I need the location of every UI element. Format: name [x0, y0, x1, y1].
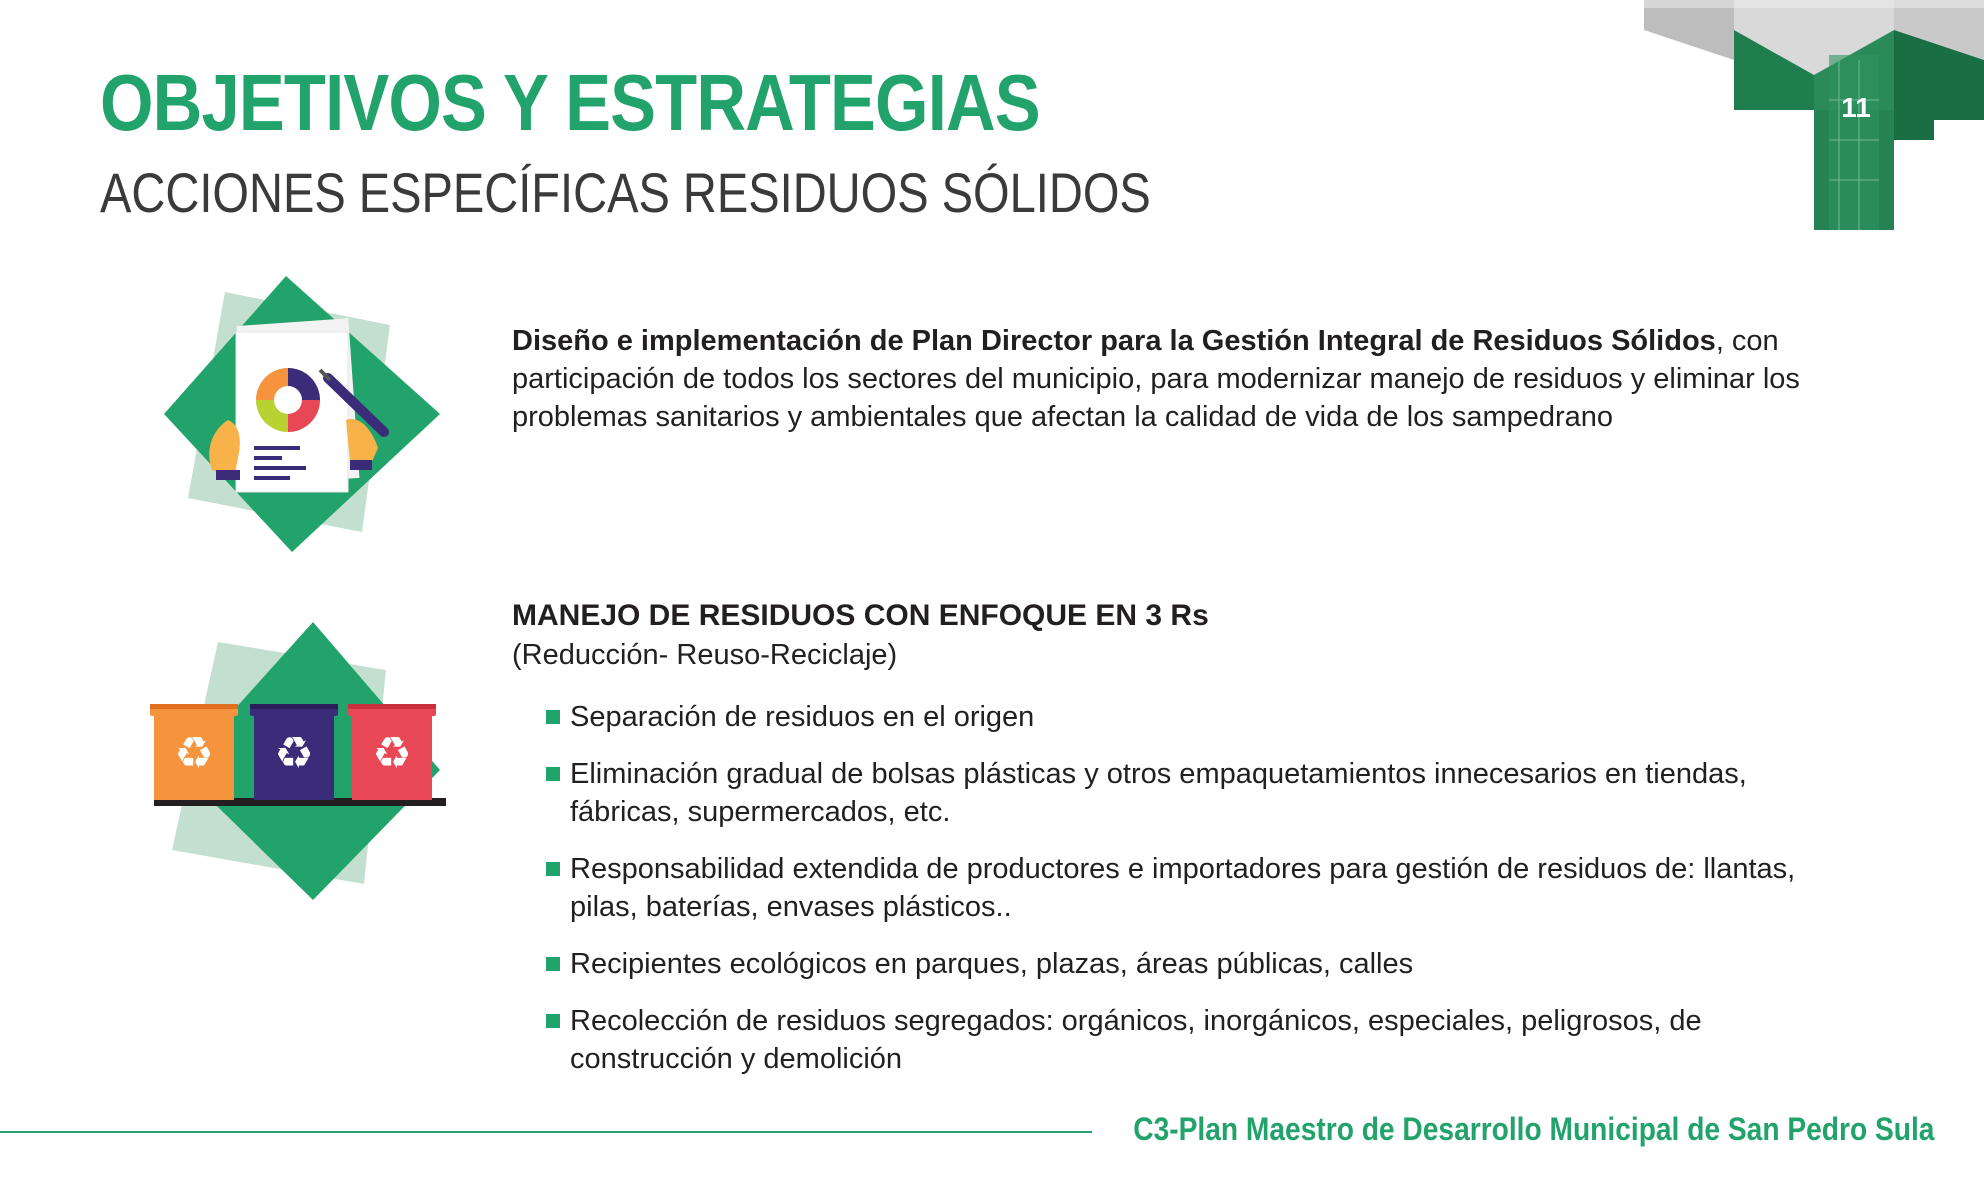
svg-text:♻: ♻ — [274, 728, 314, 779]
bullet-square-icon — [546, 767, 560, 781]
page-title: OBJETIVOS Y ESTRATEGIAS — [100, 58, 1040, 147]
bullet-square-icon — [546, 862, 560, 876]
recycling-bins-icon — [148, 620, 448, 910]
bullet-text: Recolección de residuos segregados: orgánicos, inorgánicos, especiales, peligrosos, de construcción y demolición — [570, 1005, 1702, 1075]
list-item — [546, 698, 1846, 736]
section1-bold-text: Diseño e implementación de Plan Director para la Gestión Integral de Residuos Sólidos — [512, 325, 1716, 357]
corner-decoration — [1644, 0, 1984, 240]
footer-text: C3-Plan Maestro de Desarrollo Municipal de San Pedro Sula — [1132, 1111, 1934, 1147]
bullet-list — [546, 698, 1846, 1097]
bullet-square-icon — [546, 957, 560, 971]
bullet-text: Separación de residuos en el origen — [570, 701, 1035, 733]
footer-divider — [0, 1131, 1092, 1133]
section1-text — [512, 322, 1812, 436]
document-chart-icon — [150, 270, 450, 560]
bullet-square-icon — [546, 1014, 560, 1028]
bullet-text: Recipientes ecológicos en parques, plazas, áreas públicas, calles — [570, 948, 1414, 980]
svg-text:♻: ♻ — [174, 728, 214, 779]
bullet-square-icon — [546, 710, 560, 724]
list-item — [546, 945, 1846, 983]
section1-body-text: , con participación de todos los sectores del municipio, para modernizar manejo de residuos y eliminar los problemas sanitarios y ambientales que afectan la calidad de vida de los sampedrano — [512, 325, 1800, 433]
bullet-text: Eliminación gradual de bolsas plásticas y otros empaquetamientos innecesarios en tiendas, fábricas, supermercados, etc. — [570, 758, 1747, 828]
list-item — [546, 755, 1846, 831]
section2-title: MANEJO DE RESIDUOS CON ENFOQUE EN 3 Rs — [512, 599, 1209, 632]
page-subtitle: ACCIONES ESPECÍFICAS RESIDUOS SÓLIDOS — [100, 161, 1151, 224]
svg-text:♻: ♻ — [372, 728, 412, 779]
bullet-text: Responsabilidad extendida de productores e importadores para gestión de residuos de: llantas, pilas, baterías, envases plásticos.. — [570, 853, 1796, 923]
section2-subtitle: (Reducción- Reuso-Reciclaje) — [512, 639, 898, 671]
list-item — [546, 850, 1846, 926]
list-item — [546, 1002, 1846, 1078]
page-number: 11 — [1841, 92, 1871, 123]
